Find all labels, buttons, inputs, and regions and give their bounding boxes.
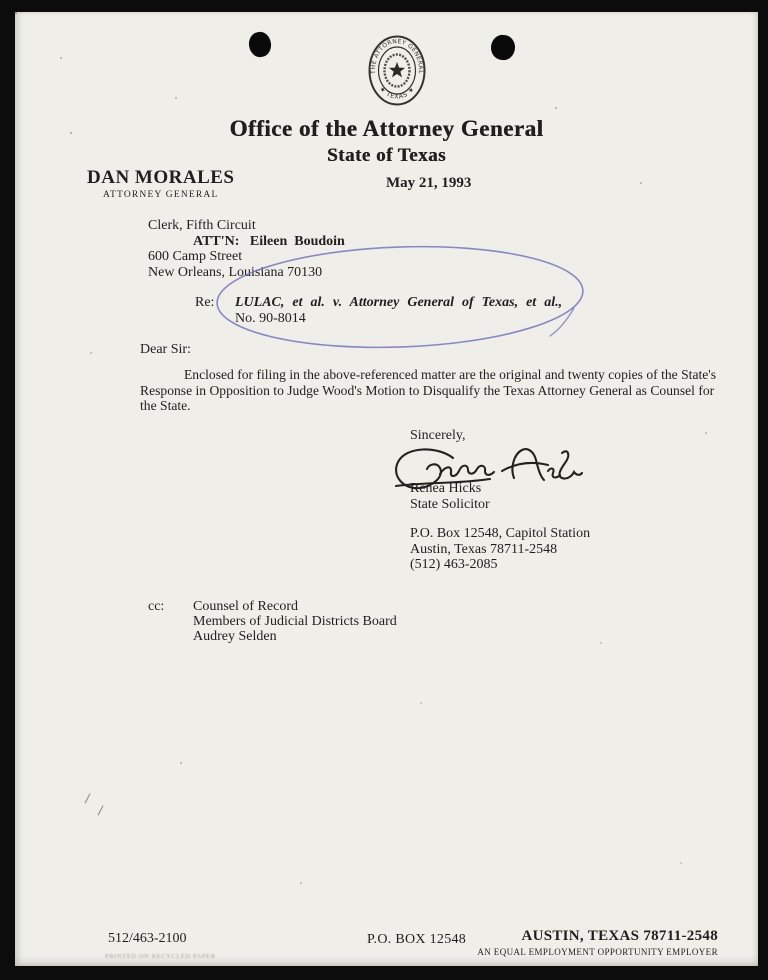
star-icon — [389, 62, 405, 77]
seal-ring-text-bottom: ★ TEXAS ★ — [377, 84, 417, 101]
footer-phone: 512/463-2100 — [108, 931, 187, 946]
pen-stray-mark — [84, 793, 90, 803]
re-label: Re: — [195, 295, 215, 310]
footer-city-zip: AUSTIN, TEXAS 78711-2548 — [521, 928, 718, 944]
official-name: DAN MORALES — [87, 167, 235, 188]
footer-po-box: P.O. BOX 12548 — [367, 932, 467, 947]
svg-text:★ TEXAS ★ — [378, 85, 416, 101]
footer-right-block — [477, 928, 718, 957]
cc-label: cc: — [148, 599, 165, 614]
cc-item: Audrey Selden — [193, 628, 277, 644]
attorney-general-texas-seal-icon — [367, 34, 427, 107]
return-address-block — [410, 526, 590, 573]
recipient-attn-line: ATT'N: Eileen Boudoin — [193, 233, 345, 249]
recipient-line: Clerk, Fifth Circuit — [148, 218, 256, 233]
recipient-city: New Orleans, Louisiana 70130 — [148, 264, 323, 280]
body-paragraph: Enclosed for filing in the above-referenced matter are the original and twenty copies of the State's Response in Opposition to Judge Wood's Motion to Disqualify the Texas Attorney General as Counsel for the State. — [140, 367, 717, 414]
signer-title: State Solicitor — [410, 496, 490, 512]
letter-page — [15, 12, 758, 966]
return-address-line: Austin, Texas 78711-2548 — [410, 541, 558, 557]
return-address-line: P.O. Box 12548, Capitol Station — [410, 526, 591, 541]
scan-noise-speckles — [15, 12, 17, 14]
return-phone: (512) 463-2085 — [410, 557, 498, 573]
valediction: Sincerely, — [410, 428, 466, 443]
signer-name: Renea Hicks — [410, 481, 482, 496]
cc-list — [193, 600, 397, 644]
signer-block — [410, 481, 490, 512]
seal-ring-text-top: THE ATTORNEY GENERAL — [369, 38, 425, 75]
recipient-street: 600 Camp Street — [148, 249, 243, 264]
state-title: State of Texas — [327, 145, 446, 166]
official-block — [87, 167, 234, 200]
office-title: Office of the Attorney General — [229, 116, 544, 141]
salutation: Dear Sir: — [140, 342, 191, 357]
case-name: LULAC, et al. v. Attorney General of Texas, et al., — [235, 295, 563, 310]
case-number: No. 90-8014 — [235, 310, 306, 326]
pen-stray-mark — [97, 805, 103, 815]
hole-punch — [247, 31, 272, 59]
official-title: ATTORNEY GENERAL — [102, 190, 219, 200]
footer-recycled-note: PRINTED ON RECYCLED PAPER — [105, 953, 216, 960]
letterhead — [15, 116, 758, 167]
footer-eeo-line: AN EQUAL EMPLOYMENT OPPORTUNITY EMPLOYER — [477, 947, 718, 957]
pen-circle-annotation — [210, 242, 592, 356]
hole-punch — [490, 34, 516, 61]
cc-item: Counsel of Record — [193, 599, 298, 614]
letter-date: May 21, 1993 — [386, 175, 472, 191]
cc-item: Members of Judicial Districts Board — [193, 613, 397, 629]
